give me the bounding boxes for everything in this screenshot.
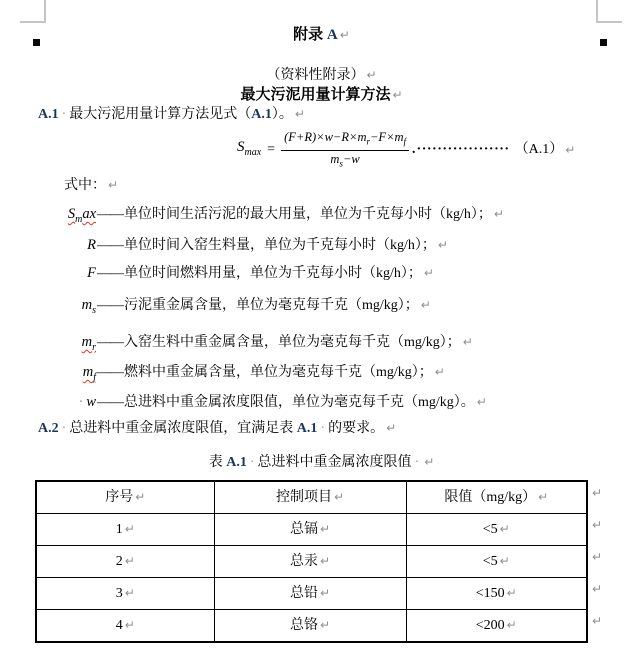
definition-text: 污泥重金属含量，单位为毫克每千克（mg/kg）； (124, 298, 419, 313)
definition-text: 单位时间燃料用量，单位为千克每小时（kg/h）； (124, 266, 422, 281)
definition-text: 单位时间生活污泥的最大用量，单位为千克每小时（kg/h）； (124, 207, 492, 222)
formula-lhs: $S_{max}$ (237, 139, 262, 158)
cell-text: 总汞 (289, 554, 318, 569)
cell-text: 总镉 (289, 522, 318, 537)
table-header-row (36, 481, 587, 514)
pilcrow-mark: ↵ (420, 298, 431, 312)
row-end-mark: ↵ (592, 518, 603, 532)
pilcrow-mark: ↵ (462, 335, 473, 349)
pilcrow-mark: ↵ (424, 455, 435, 469)
definition-row (38, 296, 431, 320)
clause-a1 (38, 105, 305, 124)
pilcrow-mark: ↵ (108, 178, 119, 192)
fraction-denominator: $m_s-w$ (330, 151, 360, 168)
caption-prefix: 表 (208, 455, 227, 470)
clause-text: 总进料中重金属浓度限值，宜满足表 (69, 421, 297, 436)
table-cell (36, 546, 214, 578)
pilcrow-mark: ↵ (319, 522, 331, 536)
formula-ref: A.1 (251, 107, 272, 122)
cell-text: 总铅 (289, 586, 318, 601)
pilcrow-mark: ↵ (506, 586, 517, 600)
space-mark: · (78, 394, 84, 410)
definition-symbol (38, 264, 96, 282)
table-header-cell (214, 481, 406, 514)
pilcrow-mark: ↵ (339, 28, 350, 42)
table-row (36, 514, 587, 546)
table-cell (36, 610, 214, 643)
symbol-text: F (87, 265, 96, 281)
caption-title: 总进料中重金属浓度限值 (257, 455, 412, 470)
definition-symbol (38, 363, 96, 387)
pilcrow-mark: ↵ (423, 266, 434, 280)
table-ref: A.1 (296, 421, 318, 436)
cell-text: <200 (475, 618, 505, 633)
pilcrow-mark: ↵ (499, 554, 510, 568)
row-end-mark: ↵ (592, 486, 603, 500)
where-label (64, 176, 118, 195)
appendix-title (0, 86, 643, 104)
formula-fraction (281, 130, 409, 170)
symbol-text: R (87, 237, 96, 253)
space-mark: · (61, 421, 67, 436)
definition-symbol (38, 296, 96, 320)
pilcrow-mark: ↵ (135, 490, 146, 504)
cell-text: <150 (475, 586, 505, 601)
caption-ref: A.1 (226, 455, 247, 470)
clause-number: A.2 (38, 421, 59, 436)
definition-text: 入窑生料中重金属含量，单位为毫克每千克（mg/kg）； (124, 335, 461, 350)
pilcrow-mark: ↵ (565, 143, 576, 157)
pilcrow-mark: ↵ (476, 395, 487, 409)
definition-symbol (38, 333, 96, 357)
cell-text: 序号 (105, 490, 134, 505)
pilcrow-mark: ↵ (124, 586, 135, 600)
type-note-text: （资料性附录） (266, 68, 365, 83)
definition-symbol (38, 205, 96, 229)
pilcrow-mark: ↵ (319, 554, 331, 568)
pilcrow-mark: ↵ (319, 618, 331, 632)
appendix-type-note (0, 66, 643, 85)
space-mark: · (61, 107, 67, 122)
cell-text: <5 (482, 554, 498, 569)
symbol-text: $m_r$ (81, 334, 96, 353)
row-end-mark: ↵ (592, 614, 603, 628)
cell-text: <5 (482, 522, 498, 537)
clause-text: 最大污泥用量计算方法见式（ (69, 107, 252, 122)
table-row (36, 578, 587, 610)
cell-text: 限值（mg/kg） (444, 490, 537, 505)
definition-dash: —— (97, 298, 123, 313)
where-label-text: 式中： (64, 178, 106, 193)
cell-text: 总铬 (289, 618, 318, 633)
pilcrow-mark: ↵ (124, 522, 135, 536)
definition-dash: —— (97, 335, 123, 350)
definition-dash: —— (97, 266, 123, 281)
table-cell (214, 514, 406, 546)
pilcrow-mark: ↵ (294, 107, 305, 121)
space-mark: · (249, 455, 255, 470)
clause-number: A.1 (38, 107, 59, 122)
equation-number: （A.1） (514, 142, 564, 157)
cell-text: 4 (115, 618, 123, 633)
leader-dot: . (412, 142, 416, 157)
definition-text: 单位时间入窑生料量，单位为千克每小时（kg/h）； (124, 238, 436, 253)
table-cell (36, 578, 214, 610)
definition-row (38, 393, 487, 412)
definition-row (38, 264, 434, 283)
pilcrow-mark: ↵ (493, 207, 504, 221)
limits-table (35, 480, 588, 643)
table-header-cell (406, 481, 587, 514)
cell-text: 2 (115, 554, 123, 569)
cell-text: 1 (115, 522, 123, 537)
definition-dash: —— (97, 395, 123, 410)
clause-text: ）。 (271, 107, 293, 122)
margin-corner-mark (44, 0, 46, 22)
definition-text: 总进料中重金属浓度限值，单位为毫克每千克（mg/kg）。 (124, 395, 475, 410)
table-cell (36, 514, 214, 546)
margin-corner-mark (20, 21, 46, 23)
table-cell (406, 514, 587, 546)
definition-row (38, 333, 473, 357)
appendix-title-text: 最大污泥用量计算方法 (240, 87, 391, 103)
pilcrow-mark: ↵ (386, 421, 397, 435)
table-cell (214, 578, 406, 610)
table-caption (0, 453, 643, 472)
pilcrow-mark: ↵ (499, 522, 510, 536)
pilcrow-mark: ↵ (538, 490, 549, 504)
appendix-letter: A (326, 27, 338, 43)
cell-text: 3 (115, 586, 123, 601)
fraction-numerator: $(F+R)\times w-R\times m_r-F\times m_f$ (281, 130, 409, 151)
symbol-text: $S_max$ (67, 206, 96, 225)
table-cell (406, 578, 587, 610)
table-header-cell (36, 481, 214, 514)
table-cell (406, 610, 587, 643)
definition-dash: —— (97, 365, 123, 380)
definition-symbol (38, 236, 96, 254)
cell-text: 控制项目 (275, 490, 332, 505)
pilcrow-mark: ↵ (392, 88, 403, 102)
margin-corner-mark (596, 21, 622, 23)
symbol-text: w (86, 394, 96, 410)
pilcrow-mark: ↵ (366, 68, 377, 82)
table-row (36, 610, 587, 643)
definition-row (38, 205, 504, 229)
table-cell (214, 610, 406, 643)
space-mark: · (320, 421, 326, 436)
pilcrow-mark: ↵ (333, 490, 345, 504)
row-end-mark: ↵ (592, 550, 603, 564)
definition-symbol (38, 393, 96, 411)
table-cell (214, 546, 406, 578)
definition-text: 燃料中重金属含量，单位为毫克每千克（mg/kg）； (124, 365, 433, 380)
formula-a1 (237, 130, 575, 170)
appendix-heading (0, 26, 643, 44)
symbol-text: $m_f$ (82, 364, 96, 383)
definition-dash: —— (97, 238, 123, 253)
table-row (36, 546, 587, 578)
symbol-text: $m_s$ (81, 297, 96, 316)
definition-row (38, 363, 445, 387)
margin-corner-mark (596, 0, 598, 22)
clause-text: 的要求。 (328, 421, 385, 436)
pilcrow-mark: ↵ (124, 618, 135, 632)
pilcrow-mark: ↵ (506, 618, 517, 632)
definition-dash: —— (97, 207, 123, 222)
pilcrow-mark: ↵ (124, 554, 135, 568)
space-mark: · (414, 455, 420, 470)
definition-row (38, 236, 448, 255)
appendix-heading-text: 附录 (293, 27, 327, 43)
dot-leaders: ·················· (416, 142, 510, 157)
equals-sign: = (267, 142, 276, 157)
pilcrow-mark: ↵ (437, 238, 448, 252)
clause-a2 (38, 419, 396, 438)
pilcrow-mark: ↵ (319, 586, 331, 600)
row-end-mark: ↵ (592, 582, 603, 596)
table-cell (406, 546, 587, 578)
pilcrow-mark: ↵ (434, 365, 445, 379)
